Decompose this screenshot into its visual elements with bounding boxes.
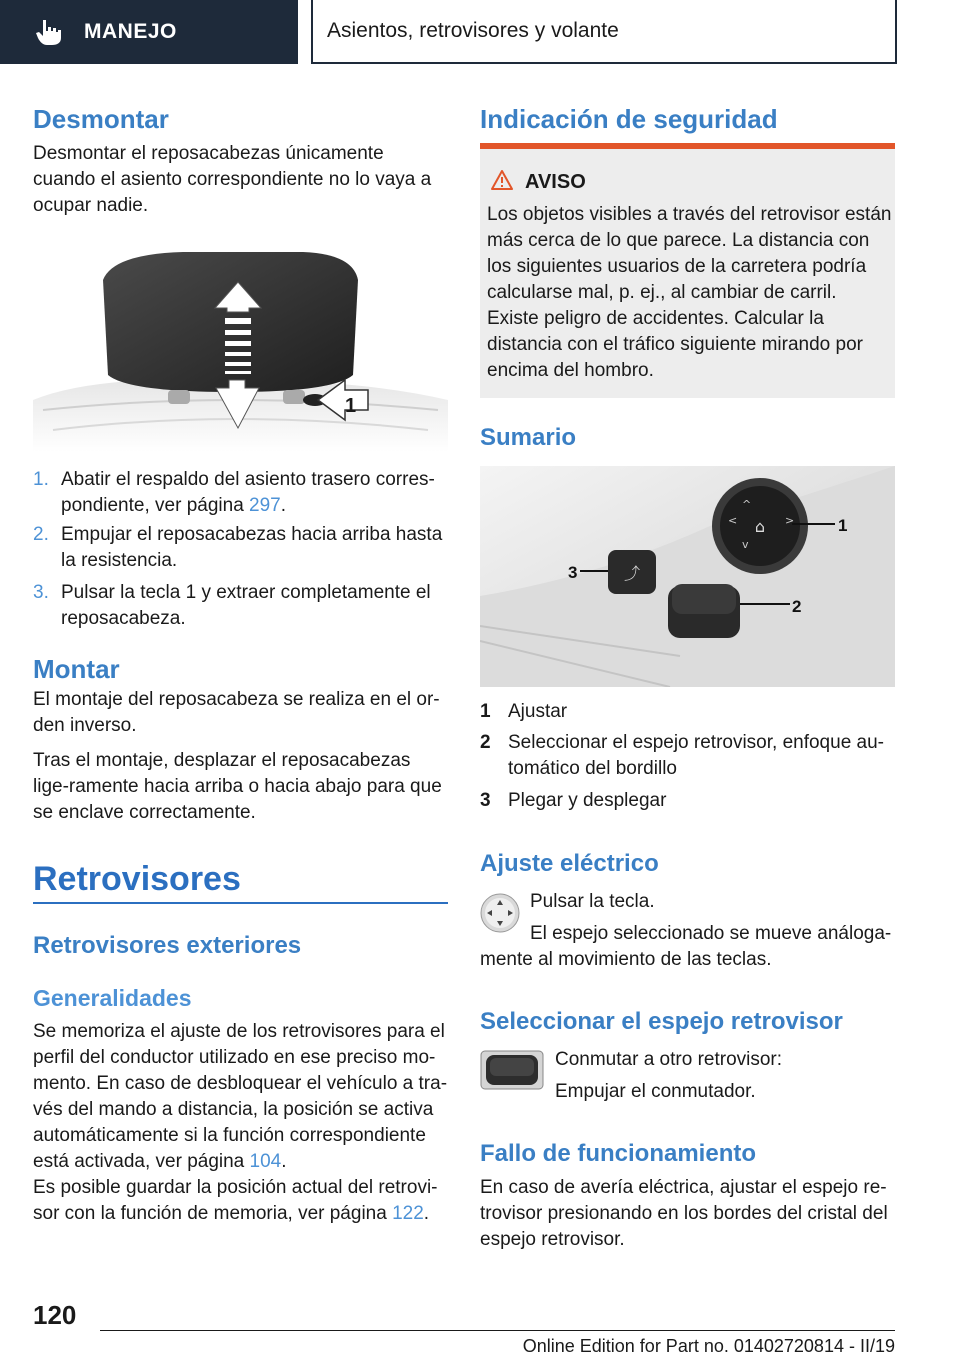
warning-box <box>480 149 895 398</box>
page-link[interactable]: 122 <box>392 1203 424 1224</box>
warning-icon <box>490 169 514 191</box>
callout-2: 2 <box>792 597 802 616</box>
section-label: MANEJO <box>84 20 177 43</box>
page-link[interactable]: 297 <box>249 495 281 516</box>
page-link[interactable]: 104 <box>249 1151 282 1172</box>
list-item: 2. Empujar el reposacabezas hacia arriba hasta la resistencia. <box>33 524 443 571</box>
svg-text:v: v <box>742 538 749 551</box>
montar-heading: Montar <box>33 654 120 684</box>
ajuste-paragraph-2: El espejo seleccionado se mueve análoga-mente al movimiento de las teclas. <box>480 923 892 970</box>
svg-text:⌂: ⌂ <box>754 517 766 536</box>
montar-paragraph-1: El montaje del reposacabeza se realiza en el or-den inverso. <box>33 689 440 736</box>
exteriores-heading: Retrovisores exteriores <box>33 932 302 959</box>
list-item: 3 Plegar y desplegar <box>480 790 667 811</box>
mirror-control-figure <box>480 466 895 687</box>
fallo-paragraph: En caso de avería eléctrica, ajustar el espejo re-trovisor presionando en los bordes del cristal del espejo retrovisor. <box>480 1177 888 1250</box>
seguridad-heading: Indicación de seguridad <box>480 104 778 134</box>
generalidades-paragraph-1: Se memoriza el ajuste de los retrovisores para el perfil del conductor utilizado en ese preciso mo-mento. En caso de desbloquear el vehículo a tra-vés del mando a distancia, la posición se activa automáticamente si la función correspondiente está activada, ver página 104. <box>33 1021 448 1172</box>
footer-rule <box>100 1330 895 1331</box>
generalidades-paragraph-2: Es posible guardar la posición actual del retrovi-sor con la función de memoria, ver página 122. <box>33 1177 438 1224</box>
svg-text:⤴: ⤴ <box>623 564 641 583</box>
heading-rule <box>33 902 448 904</box>
list-item: 2 Seleccionar el espejo retrovisor, enfoque au-tomático del bordillo <box>480 732 885 779</box>
svg-text:<: < <box>728 514 738 527</box>
svg-text:>: > <box>785 514 795 527</box>
ajuste-paragraph-1: Pulsar la tecla. <box>530 891 655 912</box>
mirror-switch-icon <box>480 1050 544 1090</box>
headrest-figure <box>33 240 448 452</box>
seleccionar-heading: Seleccionar el espejo retrovisor <box>480 1008 843 1035</box>
headrest-callout: 1 <box>345 395 357 417</box>
fallo-heading: Fallo de funcionamiento <box>480 1140 757 1167</box>
seleccionar-paragraph-2: Empujar el conmutador. <box>555 1081 756 1102</box>
desmontar-intro: Desmontar el reposacabezas únicamente cuando el asiento correspondiente no lo vaya a ocupar nadie. <box>33 143 432 216</box>
callout-3: 3 <box>568 563 578 582</box>
sumario-heading: Sumario <box>480 424 577 451</box>
generalidades-heading: Generalidades <box>33 985 192 1011</box>
list-item: 3. Pulsar la tecla 1 y extraer completamente el reposacabeza. <box>33 582 431 629</box>
page-number: 120 <box>33 1300 77 1330</box>
warning-text: Los objetos visibles a través del retrovisor están más cerca de lo que parece. La distancia con los siguientes usuarios de la carretera podría calcularse mal, p. ej., al cambiar de carril. Existe peligro de accidentes. Calcular la distancia con el tráfico siguiente mirando por encima del hombro. <box>487 204 892 381</box>
hand-icon <box>36 18 62 46</box>
seleccionar-paragraph-1: Conmutar a otro retrovisor: <box>555 1049 783 1070</box>
desmontar-heading: Desmontar <box>33 104 169 134</box>
edition-note: Online Edition for Part no. 01402720814 - II/19 <box>522 1336 895 1356</box>
list-item: 1. Abatir el respaldo del asiento trasero corres-pondiente, ver página 297. <box>33 469 435 516</box>
warning-label: AVISO <box>525 171 586 193</box>
chapter-tab[interactable] <box>311 0 897 64</box>
svg-text:^: ^ <box>742 498 752 511</box>
chapter-label: Asientos, retrovisores y volante <box>327 19 619 42</box>
montar-paragraph-2: Tras el montaje, desplazar el reposacabezas lige-ramente hacia arriba o hacia abajo para que se enclave correctamente. <box>33 750 442 823</box>
retrovisores-heading: Retrovisores <box>33 860 241 898</box>
section-tab[interactable] <box>0 0 298 64</box>
ajuste-heading: Ajuste eléctrico <box>480 850 659 877</box>
list-item: 1 Ajustar <box>480 701 568 722</box>
callout-1: 1 <box>838 516 848 535</box>
